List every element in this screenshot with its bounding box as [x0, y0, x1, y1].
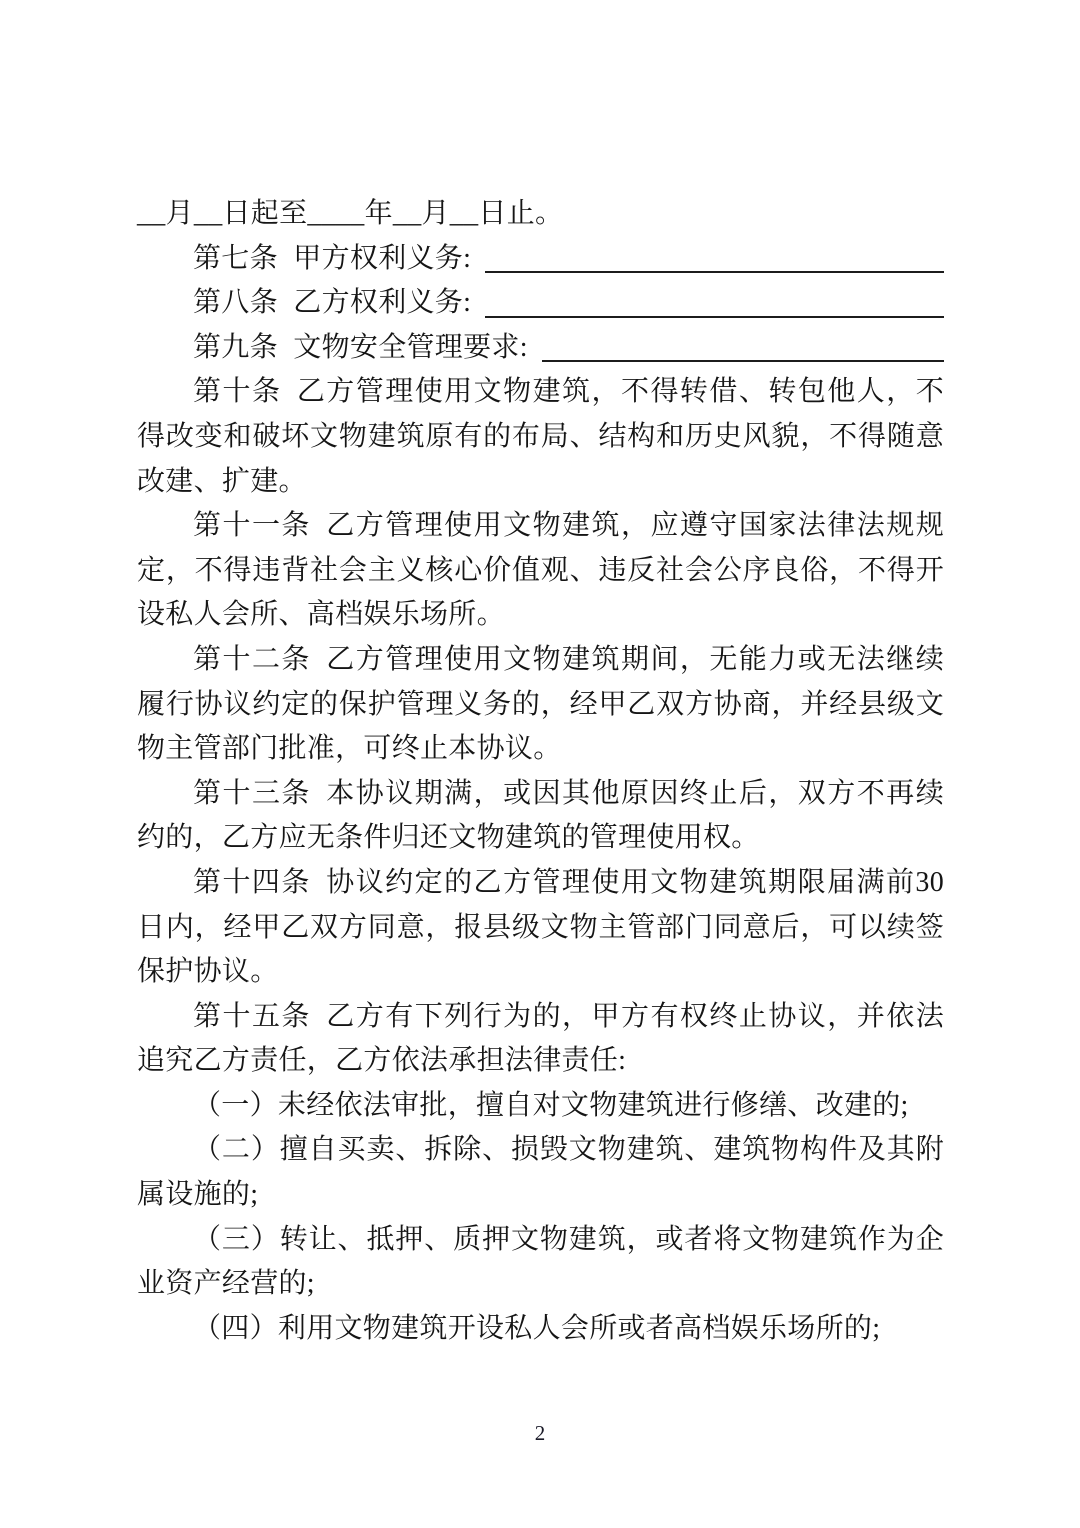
- list-item-3: （三）转让、抵押、质押文物建筑，或者将文物建筑作为企业资产经营的;: [137, 1223, 944, 1300]
- article-paragraph-12: [137, 638, 944, 772]
- article-text: 乙方有下列行为的，甲方有权终止协议，并依法追究乙方责任，乙方依法承担法律责任:: [137, 1000, 944, 1077]
- clause-title: 乙方权利义务:: [293, 287, 472, 319]
- fill-in-blank-line: [542, 359, 944, 362]
- article-text: 协议约定的乙方管理使用文物建筑期限届满前30日内，经甲乙双方同意，报县级文物主管部门同意后，可以续签保护协议。: [137, 866, 945, 988]
- clause-line-article-9: [137, 326, 944, 371]
- list-item-2: （二）擅自买卖、拆除、损毁文物建筑、建筑物构件及其附属设施的;: [137, 1134, 944, 1211]
- list-item-1: （一）未经依法审批，擅自对文物建筑进行修缮、改建的;: [193, 1089, 909, 1121]
- article-number: 第九条: [193, 331, 278, 363]
- article-number: 第十四条: [193, 866, 311, 898]
- article-text: 乙方管理使用文物建筑期间，无能力或无法继续履行协议约定的保护管理义务的，经甲乙双方协商，并经县级文物主管部门批准，可终止本协议。: [137, 643, 944, 765]
- clause-label: [137, 281, 471, 326]
- article-paragraph-10: [137, 370, 944, 504]
- article-number: 第十二条: [193, 643, 311, 675]
- article-text: 乙方管理使用文物建筑，不得转借、转包他人，不得改变和破坏文物建筑原有的布局、结构和历史风貌，不得随意改建、扩建。: [137, 376, 944, 497]
- clause-line-article-7: [137, 237, 944, 282]
- fill-in-blank-line: [485, 270, 944, 273]
- page-number: 2: [534, 1421, 546, 1445]
- article-number: 第十一条: [193, 510, 311, 542]
- article-text: 乙方管理使用文物建筑，应遵守国家法律法规规定，不得违背社会主义核心价值观、违反社会公序良俗，不得开设私人会所、高档娱乐场所。: [137, 510, 944, 631]
- clause-title: 甲方权利义务:: [293, 242, 472, 274]
- article-number: 第八条: [193, 287, 278, 319]
- article-paragraph-11: [137, 504, 944, 638]
- article-number: 第十五条: [193, 1000, 311, 1032]
- clause-label: [137, 237, 471, 282]
- article-number: 第十条: [193, 376, 282, 408]
- document-body: [137, 192, 944, 1351]
- article-paragraph-15: [137, 995, 944, 1084]
- fill-in-blank-line: [485, 315, 944, 318]
- clause-title: 文物安全管理要求:: [293, 331, 528, 363]
- article-number: 第十三条: [193, 777, 311, 809]
- clause-line-article-8: [137, 281, 944, 326]
- article-text: 本协议期满，或因其他原因终止后，双方不再续约的，乙方应无条件归还文物建筑的管理使用权。: [137, 777, 944, 854]
- article-paragraph-13: [137, 772, 944, 861]
- article-paragraph-14: [137, 861, 944, 995]
- article-number: 第七条: [193, 242, 278, 274]
- list-item-4: （四）利用文物建筑开设私人会所或者高档娱乐场所的;: [193, 1312, 881, 1344]
- clause-label: [137, 326, 528, 371]
- continuation-line: __月__日起至____年__月__日止。: [137, 198, 564, 229]
